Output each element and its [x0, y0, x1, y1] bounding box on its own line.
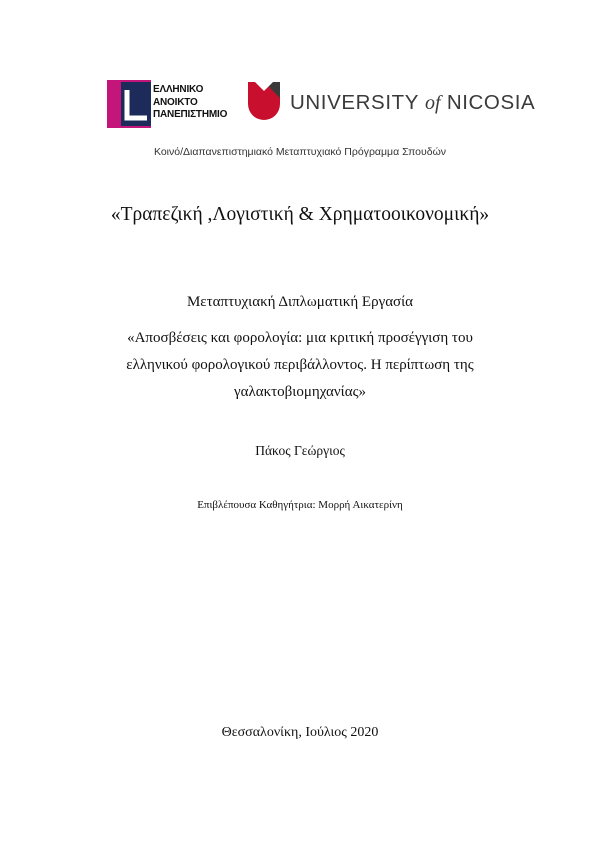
author-name: Πάκος Γεώργιος [255, 443, 345, 458]
supervisor: Επιβλέπουσα Καθηγήτρια: Μορρή Αικατερίνη [197, 499, 403, 511]
program-name: Κοινό/Διαπανεπιστημιακό Μεταπτυχιακό Πρόγραμμα Σπουδών [153, 146, 447, 158]
eap-logo-line: ΑΝΟΙΚΤΟ [153, 96, 198, 108]
thesis-title [100, 325, 500, 406]
unic-logo-text [290, 91, 535, 115]
specialization-title: «Τραπεζική ,Λογιστική & Χρηματοοικονομική» [110, 204, 490, 225]
unic-logo-word: UNIVERSITY [290, 91, 419, 114]
eap-logo-line: ΠΑΝΕΠΙΣΤΗΜΙΟ [153, 109, 228, 120]
thesis-title-line: ελληνικού φορολογικού περιβάλλοντος. Η περίπτωση της [126, 357, 474, 373]
thesis-title-line: «Αποσβέσεις και φορολογία: μια κριτική προσέγγιση του [127, 330, 473, 346]
thesis-title-line: γαλακτοβιομηχανίας» [233, 384, 367, 400]
eap-logo-line: ΕΛΛΗΝΙΚΟ [153, 84, 204, 95]
unic-logo-word: NICOSIA [446, 91, 536, 114]
eap-logo-text [153, 84, 233, 122]
thesis-type: Μεταπτυχιακή Διπλωματική Εργασία [186, 294, 414, 310]
unic-logo-of: of [424, 92, 441, 114]
place-and-date: Θεσσαλονίκη, Ιούλιος 2020 [221, 725, 379, 740]
